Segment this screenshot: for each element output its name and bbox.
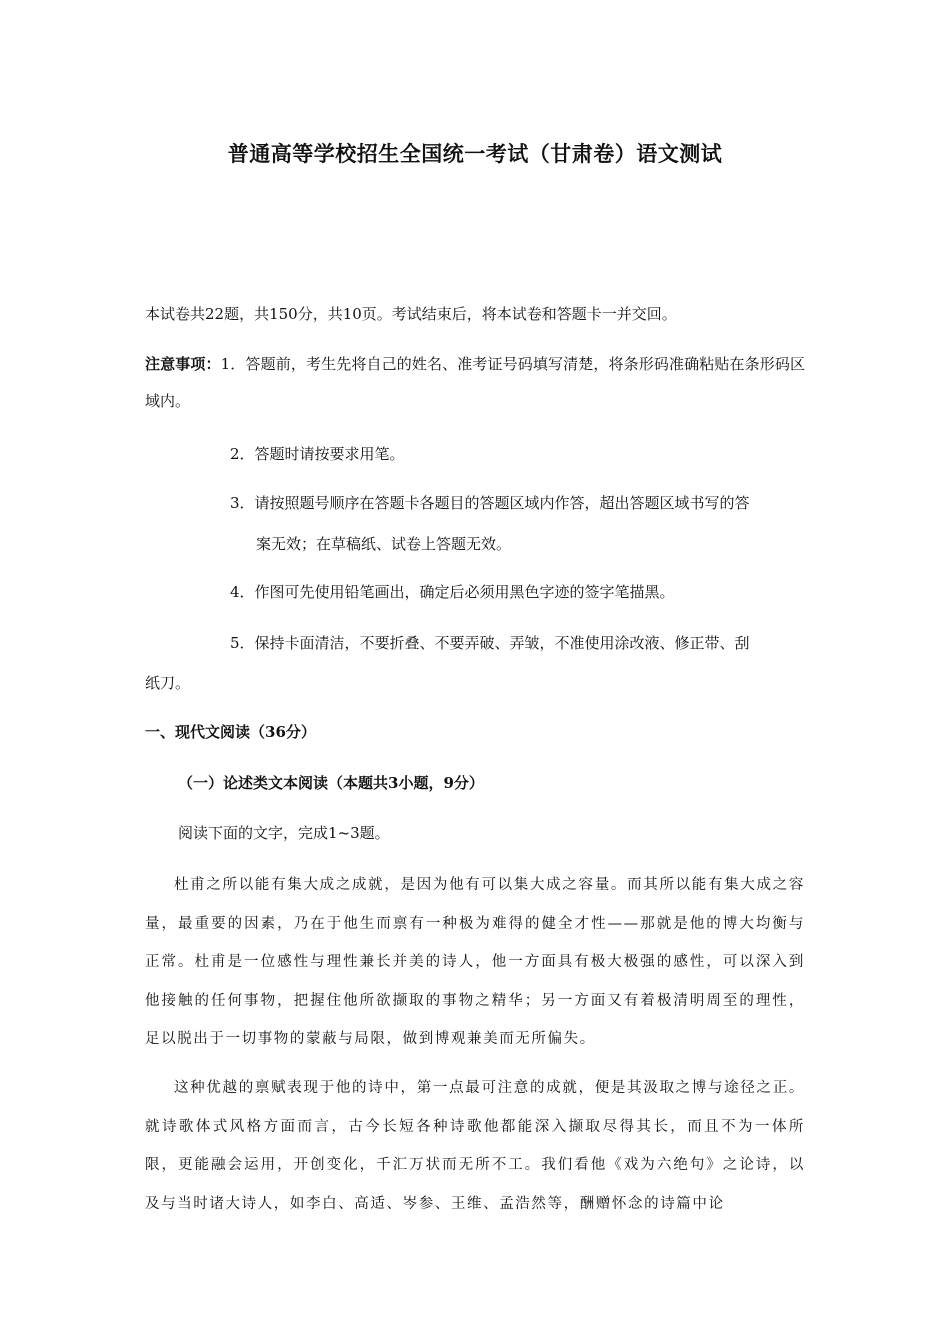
subsection-heading: （一）论述类文本阅读（本题共3小题，9分）	[178, 774, 484, 792]
exam-intro: 本试卷共22题，共150分，共10页。考试结束后，将本试卷和答题卡一并交回。	[145, 305, 677, 323]
reading-instruction: 阅读下面的文字，完成1~3题。	[178, 824, 390, 842]
exam-title: 普通高等学校招生全国统一考试（甘肃卷）语文测试	[227, 141, 723, 166]
notice-label: 注意事项：	[145, 355, 221, 373]
notice-item-3-line-2: 案无效；在草稿纸、试卷上答题无效。	[256, 535, 512, 553]
passage-paragraph-1: 杜甫之所以能有集大成之成就，是因为他有可以集大成之容量。而其所以能有集大成之容量，最重要的因素，乃在于他生而禀有一种极为难得的健全才性——那就是他的博大均衡与正常。杜甫是一位感性与理性兼长并美的诗人，他一方面具有极大极强的感性，可以深入到他接触的任何事物，把握住他所欲撷取的事物之精华；另一方面又有着极清明周至的理性，足以脱出于一切事物的蒙蔽与局限，做到博观兼美而无所偏失。	[145, 877, 805, 1047]
passage-paragraph-2: 这种优越的禀赋表现于他的诗中，第一点最可注意的成就，便是其汲取之博与途径之正。就诗歌体式风格方面而言，古今长短各种诗歌他都能深入撷取尽得其长，而且不为一体所限，更能融会运用，开创变化，千汇万状而无所不工。我们看他《戏为六绝句》之论诗，以及与当时诸大诗人，如李白、高适、岑参、王维、孟浩然等，酬赠怀念的诗篇中论	[145, 1080, 805, 1212]
notice-item-1	[145, 346, 805, 420]
notice-item-3-line-1: 3．请按照题号顺序在答题卡各题目的答题区域内作答，超出答题区域书写的答	[230, 494, 750, 512]
notice-item-2: 2．答题时请按要求用笔。	[230, 445, 405, 463]
notice-item-4: 4．作图可先使用铅笔画出，确定后必须用黑色字迹的签字笔描黑。	[230, 583, 675, 601]
notice-item-5-line-2: 纸刀。	[145, 674, 191, 692]
notice-item-1-text: 1．答题前，考生先将自己的姓名、准考证号码填写清楚，将条形码准确粘贴在条形码区域内。	[145, 355, 805, 410]
section-heading: 一、现代文阅读（36分）	[145, 723, 316, 741]
notice-item-5-line-1: 5．保持卡面清洁，不要折叠、不要弄破、弄皱，不准使用涂改液、修正带、刮	[230, 634, 750, 652]
